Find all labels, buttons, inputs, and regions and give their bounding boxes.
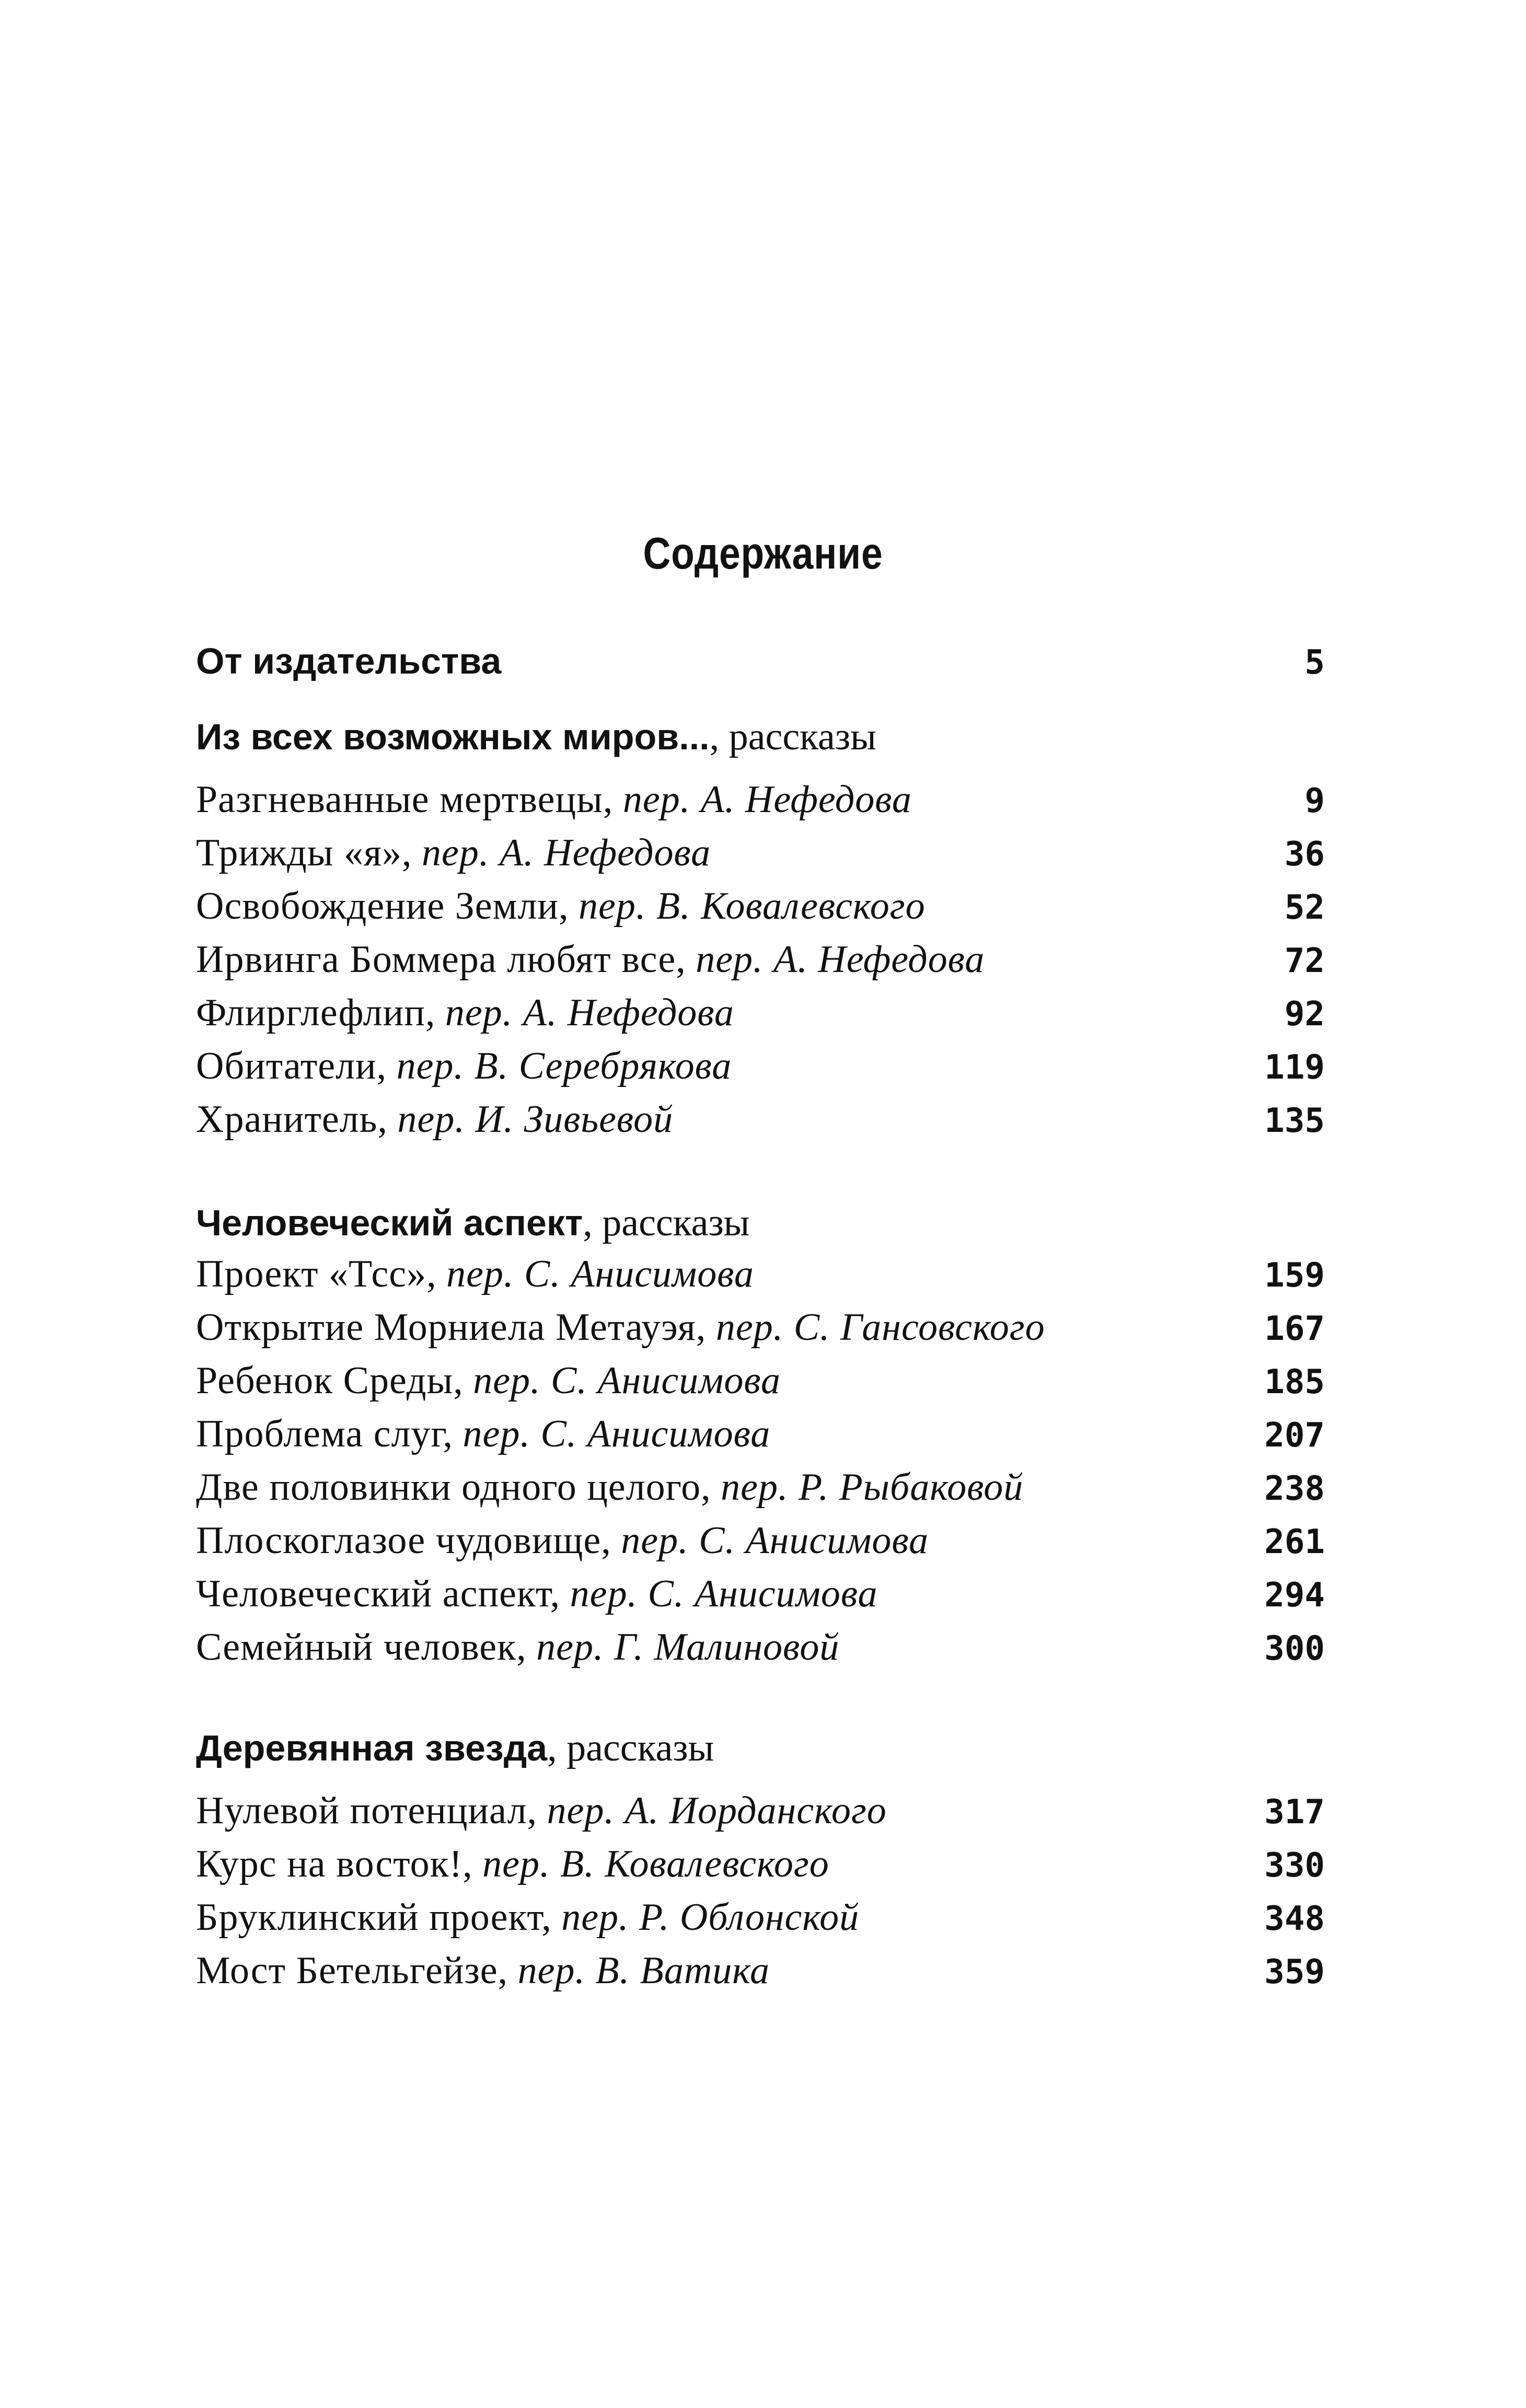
page-number: 261 [1264, 1523, 1325, 1561]
story-title: Человеческий аспект, [196, 1572, 561, 1615]
toc-entry [196, 933, 1325, 986]
section-heading [196, 1722, 1325, 1774]
toc-entry [196, 1944, 1325, 1997]
page-title: Содержание [643, 529, 883, 578]
section-heading-suffix: , рассказы [547, 1727, 714, 1769]
section-heading-title: Деревянная звезда [196, 1728, 548, 1768]
page-number: 92 [1284, 995, 1325, 1034]
toc-entry [196, 1248, 1325, 1300]
story-title: Курс на восток!, [196, 1843, 473, 1885]
translator: пер. С. Гансовского [715, 1306, 1045, 1349]
translator: пер. С. Анисимова [570, 1572, 878, 1615]
page-number: 9 [1304, 782, 1325, 820]
toc-entry [196, 1891, 1325, 1943]
section-heading-title: Человеческий аспект [196, 1202, 583, 1243]
page-number: 185 [1264, 1363, 1325, 1402]
page-number: 348 [1264, 1900, 1325, 1938]
story-title: Проект «Тсс», [196, 1253, 437, 1295]
page-number: 52 [1284, 888, 1325, 927]
page-number: 207 [1264, 1416, 1325, 1455]
section-heading [196, 711, 1325, 763]
toc-entry [196, 1093, 1325, 1145]
page-number: 359 [1264, 1953, 1325, 1992]
section-heading [196, 1197, 1325, 1249]
story-title: Мост Бетельгейзе, [196, 1949, 508, 1992]
page-number: 238 [1264, 1469, 1325, 1508]
translator: пер. А. Иорданского [547, 1789, 887, 1832]
story-title: Открытие Морниела Метауэя, [196, 1306, 707, 1349]
toc-entry [196, 1514, 1325, 1567]
story-title: Флирглефлип, [196, 991, 436, 1034]
page-number: 119 [1264, 1048, 1325, 1087]
intro-title: От издательства [196, 641, 502, 681]
story-title: Ирвинга Боммера любят все, [196, 938, 686, 981]
toc-entry [196, 1838, 1325, 1890]
page-number: 167 [1264, 1310, 1325, 1348]
page-number: 300 [1264, 1629, 1325, 1668]
story-title: Разгневанные мертвецы, [196, 778, 614, 821]
translator: пер. С. Анисимова [446, 1253, 754, 1295]
story-title: Проблема слуг, [196, 1413, 453, 1455]
toc-entry [196, 1785, 1325, 1837]
section-heading-suffix: , рассказы [709, 715, 876, 758]
story-title: Семейный человек, [196, 1626, 527, 1669]
story-title: Две половинки одного целого, [196, 1466, 711, 1509]
page-number: 330 [1264, 1846, 1325, 1885]
toc-entry [196, 880, 1325, 932]
translator: пер. С. Анисимова [621, 1519, 929, 1562]
translator: пер. Р. Облонской [561, 1896, 860, 1939]
translator: пер. А. Нефедова [422, 831, 711, 874]
translator: пер. В. Ватика [517, 1949, 770, 1992]
translator: пер. И. Зивьевой [397, 1098, 674, 1141]
toc-entry [196, 1568, 1325, 1620]
translator: пер. А. Нефедова [445, 991, 734, 1034]
page-number: 36 [1284, 835, 1325, 874]
page-number: 294 [1264, 1576, 1325, 1615]
toc-entry [196, 1461, 1325, 1513]
translator: пер. В. Серебрякова [396, 1045, 732, 1087]
page-number: 72 [1284, 942, 1325, 980]
toc-entry [196, 1408, 1325, 1460]
toc-entry [196, 987, 1325, 1039]
translator: пер. С. Анисимова [463, 1413, 771, 1455]
toc-entry [196, 827, 1325, 879]
story-title: Трижды «я», [196, 831, 412, 874]
translator: пер. А. Нефедова [696, 938, 985, 981]
toc-entry [196, 1354, 1325, 1407]
translator: пер. В. Ковалевского [482, 1843, 829, 1885]
story-title: Ребенок Среды, [196, 1359, 464, 1402]
translator: пер. В. Ковалевского [578, 885, 926, 928]
intro-page-number: 5 [1304, 643, 1325, 682]
page-number: 159 [1264, 1256, 1325, 1295]
story-title: Обитатели, [196, 1045, 387, 1087]
section-heading-title: Из всех возможных миров... [196, 716, 710, 757]
translator: пер. Р. Рыбаковой [721, 1466, 1024, 1509]
section-heading-suffix: , рассказы [583, 1201, 750, 1244]
toc-intro-row [196, 635, 1325, 687]
story-title: Хранитель, [196, 1098, 388, 1141]
story-title: Нулевой потенциал, [196, 1789, 538, 1832]
toc-entry [196, 1621, 1325, 1673]
toc-entry [196, 773, 1325, 826]
page-number: 317 [1264, 1793, 1325, 1832]
page-number: 135 [1264, 1102, 1325, 1140]
toc-entry [196, 1040, 1325, 1092]
translator: пер. Г. Малиновой [536, 1626, 840, 1669]
toc-entry [196, 1301, 1325, 1353]
story-title: Освобождение Земли, [196, 885, 569, 928]
translator: пер. А. Нефедова [622, 778, 912, 821]
translator: пер. С. Анисимова [473, 1359, 781, 1402]
story-title: Плоскоглазое чудовище, [196, 1519, 611, 1562]
story-title: Бруклинский проект, [196, 1896, 552, 1939]
